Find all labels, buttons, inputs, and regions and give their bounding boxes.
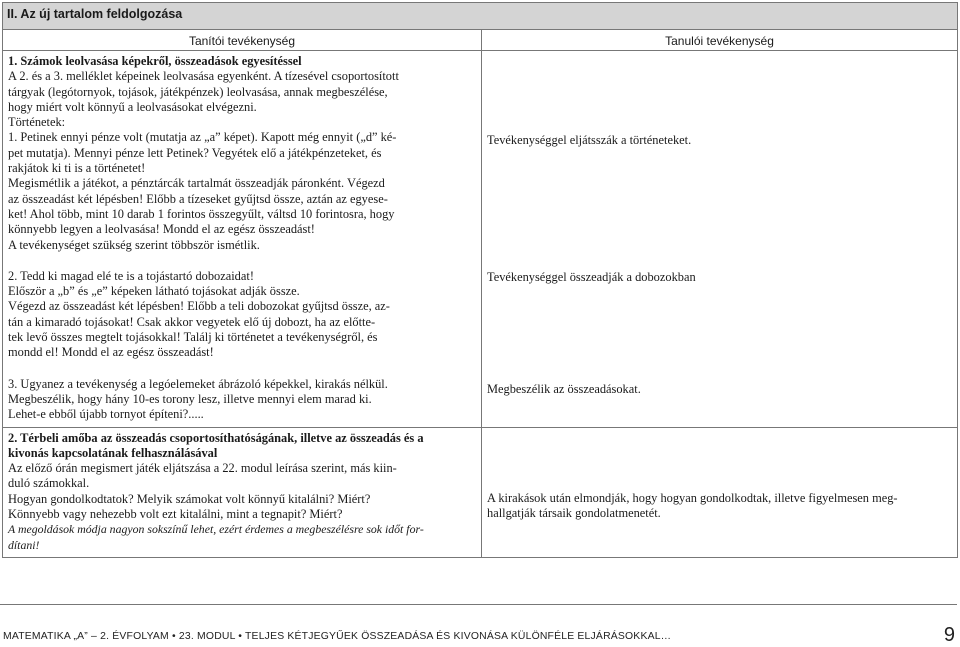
p2-line: 2. Tedd ki magad elé te is a tojástartó dobozaidat!: [8, 268, 254, 283]
p4-line: Az előző órán megismert játék eljátszása a 22. modul leírása szerint, más kiin-: [8, 461, 397, 476]
p4-italic-line: A megoldások módja nagyon sokszínű lehet, ezért érdemes a megbeszélésre sok időt for-: [8, 522, 424, 537]
student-column-header: Tanulói tevékenység: [482, 30, 958, 51]
paragraph-4-title: 2. Térbeli amőba az összeadás csoportosíthatóságának, illetve az összeadás és a: [8, 430, 424, 445]
p4-line: Könnyebb vagy nehezebb volt ezt kitalálni, mint a tegnapit? Miért?: [8, 507, 343, 522]
footer-running-title: MATEMATIKA „A” – 2. ÉVFOLYAM • 23. MODUL • TELJES KÉTJEGYŰEK ÖSSZEADÁSA ÉS KIVONÁSA KÜLÖNFÉLE ELJÁRÁSOKKAL…: [3, 631, 672, 642]
student-activity-2: Tevékenységgel összeadják a dobozokban: [487, 270, 696, 285]
p1-line: A tevékenységet szükség szerint többször ismétlik.: [8, 237, 260, 252]
page: [2, 2, 957, 558]
teacher-activity-cell: [3, 51, 482, 428]
paragraph-4-title: kivonás kapcsolatának felhasználásával: [8, 445, 218, 460]
footer-divider: [0, 604, 957, 605]
paragraph-1-title: 1. Számok leolvasása képekről, összeadások egyesítéssel: [8, 54, 302, 68]
p1-line: tárgyak (legótornyok, tojások, játékpénzek) leolvasása, annak megbeszélése,: [8, 84, 388, 99]
p3-line: 3. Ugyanez a tevékenység a legóelemeket ábrázoló képekkel, kirakás nélkül.: [8, 376, 388, 391]
spacer: [487, 286, 952, 382]
activity-table: [2, 2, 958, 558]
page-number: 9: [943, 624, 955, 646]
p4-italic-line: dítani!: [8, 537, 40, 552]
teacher-activity-cell-2: [3, 427, 482, 557]
student-activity-cell: [482, 51, 958, 428]
p1-line: 1. Petinek ennyi pénze volt (mutatja az „a” képet). Kapott még ennyit („d” ké-: [8, 130, 397, 145]
student-activity-4: A kirakások után elmondják, hogy hogyan gondolkodtak, illetve figyelmesen meg-: [487, 490, 898, 505]
spacer: [8, 253, 477, 269]
p2-line: tek levő összes megtelt tojásokkal! Találj ki történetet a tevékenységről, és: [8, 330, 378, 345]
section-header: [3, 3, 958, 30]
p2-line: mondd el! Mondd el az egész összeadást!: [8, 345, 214, 360]
p1-line: az összeadást két lépésben! Előbb a tízeseket gyűjtsd össze, aztán az egyese-: [8, 191, 388, 206]
p1-line: A 2. és a 3. melléklet képeinek leolvasása egyenként. A tízesével csoportosított: [8, 69, 399, 84]
p1-line: rakjátok ki ti is a történetet!: [8, 161, 146, 176]
p2-line: tán a kimaradó tojásokat! Csak akkor vegyetek elő új dobozt, ha az előtte-: [8, 314, 376, 329]
section-title: II. Az új tartalom feldolgozása: [7, 7, 183, 21]
spacer: [487, 54, 952, 133]
spacer: [8, 361, 477, 377]
p1-line: hogy miért volt könnyű a leolvasásokat elvégezni.: [8, 99, 257, 114]
p1-line: könnyebb legyen a leolvasása! Mondd el az egész összeadást!: [8, 222, 315, 237]
p2-line: Először a „b” és „e” képeken látható tojásokat adják össze.: [8, 284, 300, 299]
student-activity-4: hallgatják társaik gondolatmenetét.: [487, 505, 661, 520]
p3-line: Lehet-e ebből újabb tornyot építeni?.....: [8, 407, 204, 422]
teacher-column-header: Tanítói tevékenység: [3, 30, 482, 51]
p1-line: Történetek:: [8, 115, 66, 130]
p3-line: Megbeszélik, hogy hány 10-es torony lesz, illetve mennyi elem marad ki.: [8, 391, 372, 406]
p2-line: Végezd az összeadást két lépésben! Előbb a teli dobozokat gyűjtsd össze, az-: [8, 299, 390, 314]
spacer: [487, 431, 952, 491]
spacer: [487, 148, 952, 270]
p1-line: Megismétlik a játékot, a pénztárcák tartalmát összeadják páronként. Végezd: [8, 176, 385, 191]
p1-line: pet mutatja). Mennyi pénze lett Petinek? Vegyétek elő a játékpénzeteket, és: [8, 145, 382, 160]
p1-line: ket! Ahol több, mint 10 darab 1 forintos összegyűlt, váltsd 10 forintosra, hogy: [8, 206, 395, 221]
p4-line: duló számokkal.: [8, 476, 90, 491]
student-activity-1: Tevékenységgel eljátsszák a történeteket.: [487, 133, 692, 147]
student-activity-3: Megbeszélik az összeadásokat.: [487, 381, 641, 396]
student-activity-cell-2: [482, 427, 958, 557]
p4-line: Hogyan gondolkodtatok? Melyik számokat volt könnyű kitalálni? Miért?: [8, 491, 371, 506]
